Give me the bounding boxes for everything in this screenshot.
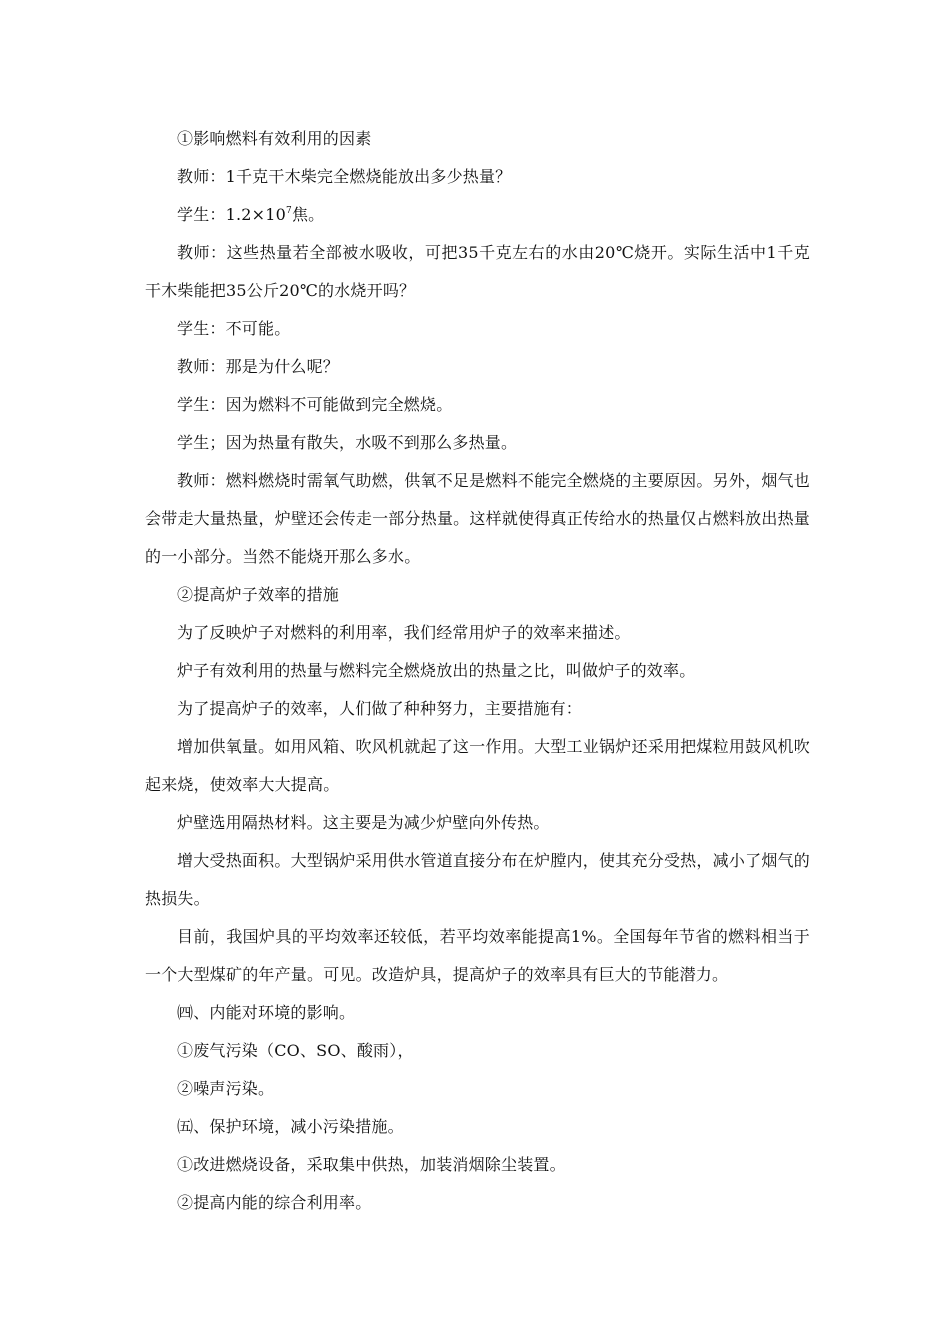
paragraph-teacher-question: 教师：1千克干木柴完全燃烧能放出多少热量？ — [177, 167, 512, 186]
list-item-noise-pollution: ②噪声污染。 — [177, 1079, 275, 1098]
paragraph-student-reason1: 学生：因为燃料不可能做到完全燃烧。 — [177, 395, 453, 414]
list-item-exhaust-pollution: ①废气污染（CO、SO、酸雨）， — [177, 1041, 414, 1060]
paragraph-student-no: 学生：不可能。 — [177, 319, 291, 338]
paragraph-current-status: 目前，我国炉具的平均效率还较低，若平均效率能提高1%。全国每年节省的燃料相当于一个大型煤矿的年产量。可见。改造炉具，提高炉子的效率具有巨大的节能潜力。 — [145, 927, 810, 984]
list-item-utilization-rate: ②提高内能的综合利用率。 — [177, 1193, 372, 1212]
heading-protection-measures: ㈤、保护环境，减小污染措施。 — [177, 1117, 404, 1136]
paragraph-efficiency-definition: 炉子有效利用的热量与燃料完全燃烧放出的热量之比，叫做炉子的效率。 — [177, 661, 696, 680]
paragraph-student-answer — [145, 196, 810, 234]
paragraph-student-reason2: 学生；因为热量有散失，水吸不到那么多热量。 — [177, 433, 518, 452]
heading-improve-efficiency: ②提高炉子效率的措施 — [177, 585, 340, 604]
heading-fuel-factors: ①影响燃料有效利用的因素 — [177, 129, 372, 148]
answer-unit: 焦。 — [291, 205, 325, 224]
paragraph-teacher-why: 教师：那是为什么呢？ — [177, 357, 340, 376]
paragraph-teacher-explain: 教师：燃料燃烧时需氧气助燃，供氧不足是燃料不能完全燃烧的主要原因。另外，烟气也会带走大量热量，炉壁还会传走一部分热量。这样就使得真正传给水的热量仅占燃料放出热量的一小部分。当然不能烧开那么多水。 — [145, 471, 810, 566]
document-page — [145, 120, 810, 1222]
list-item-improve-equipment: ①改进燃烧设备，采取集中供热，加装消烟除尘装置。 — [177, 1155, 566, 1174]
paragraph-teacher-heat: 教师：这些热量若全部被水吸收，可把35千克左右的水由20℃烧开。实际生活中1千克干木柴能把35公斤20℃的水烧开吗？ — [145, 243, 810, 300]
paragraph-measure-area: 增大受热面积。大型锅炉采用供水管道直接分布在炉膛内，使其充分受热，减小了烟气的热损失。 — [145, 851, 810, 908]
paragraph-measure-oxygen: 增加供氧量。如用风箱、吹风机就起了这一作用。大型工业锅炉还采用把煤粒用鼓风机吹起来烧，使效率大大提高。 — [145, 737, 810, 794]
exponent: 7 — [286, 206, 292, 216]
answer-text: 学生：1.2×10 — [177, 205, 287, 224]
heading-environment-impact: ㈣、内能对环境的影响。 — [177, 1003, 356, 1022]
paragraph-efficiency-intro: 为了反映炉子对燃料的利用率，我们经常用炉子的效率来描述。 — [177, 623, 631, 642]
paragraph-measures-intro: 为了提高炉子的效率，人们做了种种努力，主要措施有： — [177, 699, 583, 718]
paragraph-measure-insulation: 炉壁选用隔热材料。这主要是为减少炉壁向外传热。 — [177, 813, 550, 832]
